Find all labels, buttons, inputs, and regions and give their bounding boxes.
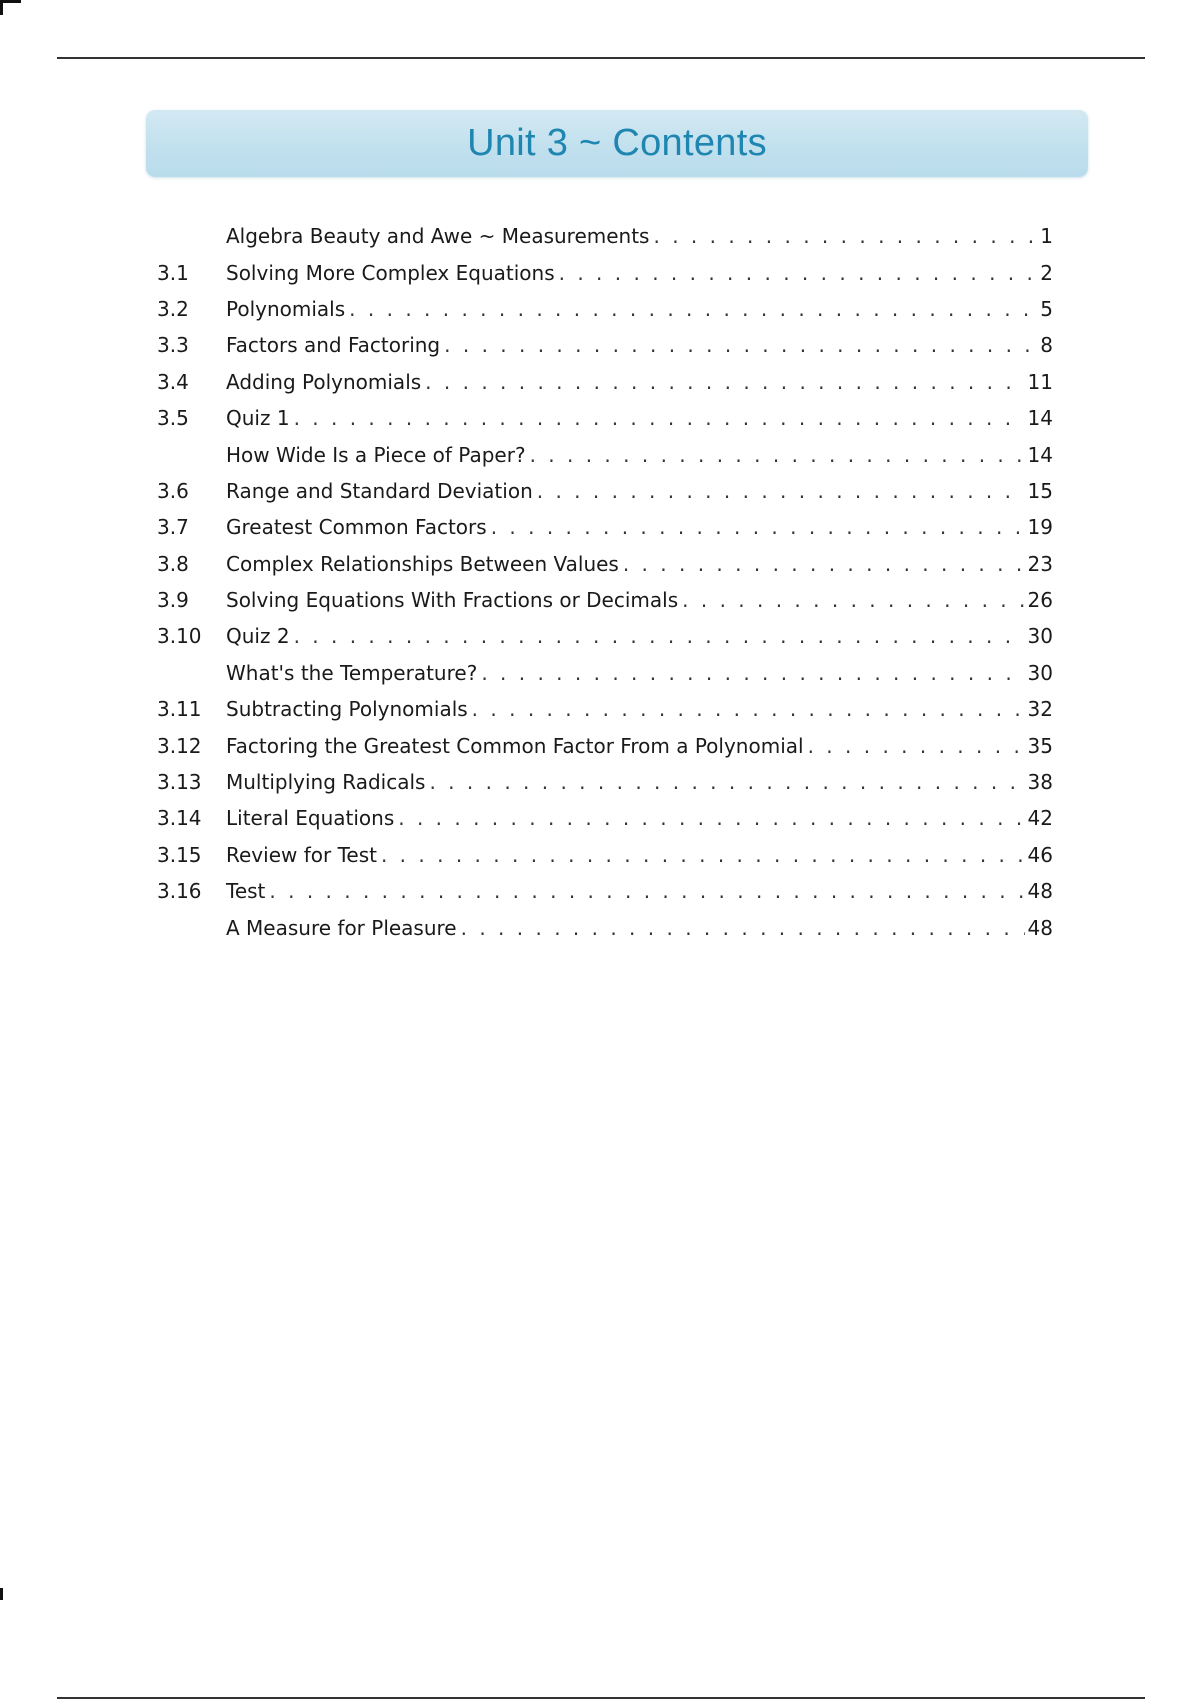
toc-page: 42 xyxy=(1027,806,1053,831)
toc-title: Greatest Common Factors xyxy=(226,515,487,540)
toc-number: 3.5 xyxy=(157,406,189,431)
toc-row[interactable] xyxy=(157,618,1053,654)
dot-leader xyxy=(530,443,1025,467)
toc-title: Factoring the Greatest Common Factor From a Polynomial xyxy=(226,733,804,758)
toc-row[interactable] xyxy=(157,254,1053,290)
toc-row[interactable] xyxy=(157,291,1053,327)
toc-number: 3.6 xyxy=(157,478,189,503)
toc-page: 30 xyxy=(1027,660,1053,685)
toc-row[interactable] xyxy=(157,436,1053,472)
toc-number: 3.4 xyxy=(157,369,189,394)
toc-number: 3.11 xyxy=(157,697,202,722)
toc-number: 3.16 xyxy=(157,879,202,904)
toc-number: 3.9 xyxy=(157,588,189,613)
toc-title: Quiz 1 xyxy=(226,406,290,431)
page-title: Unit 3 ~ Contents xyxy=(467,122,767,164)
dot-leader xyxy=(349,297,1032,321)
crop-mark-top xyxy=(0,0,21,15)
toc-row[interactable] xyxy=(157,509,1053,545)
toc-page: 8 xyxy=(1040,333,1053,358)
toc-page: 11 xyxy=(1027,369,1053,394)
toc-number: 3.7 xyxy=(157,515,189,540)
dot-leader xyxy=(653,224,1032,248)
toc-page: 15 xyxy=(1027,478,1053,503)
toc-title: Test xyxy=(226,879,266,904)
table-of-contents xyxy=(157,218,1053,946)
toc-row[interactable] xyxy=(157,764,1053,800)
toc-row[interactable] xyxy=(157,582,1053,618)
dot-leader xyxy=(444,333,1032,357)
dot-leader xyxy=(623,552,1025,576)
toc-number: 3.12 xyxy=(157,733,202,758)
toc-page: 14 xyxy=(1027,442,1053,467)
toc-row[interactable] xyxy=(157,873,1053,909)
dot-leader xyxy=(559,261,1032,285)
toc-number: 3.10 xyxy=(157,624,202,649)
toc-page: 14 xyxy=(1027,406,1053,431)
toc-number: 3.1 xyxy=(157,260,189,285)
crop-mark-bottom xyxy=(0,1588,3,1600)
dot-leader xyxy=(398,806,1024,830)
dot-leader xyxy=(808,734,1025,758)
toc-number: 3.13 xyxy=(157,770,202,795)
dot-leader xyxy=(461,916,1025,940)
toc-number: 3.15 xyxy=(157,842,202,867)
toc-title: Quiz 2 xyxy=(226,624,290,649)
toc-page: 32 xyxy=(1027,697,1053,722)
toc-page: 48 xyxy=(1027,915,1053,940)
toc-page: 2 xyxy=(1040,260,1053,285)
toc-title: Subtracting Polynomials xyxy=(226,697,468,722)
dot-leader xyxy=(491,515,1025,539)
toc-title: What's the Temperature? xyxy=(226,660,478,685)
toc-page: 23 xyxy=(1027,551,1053,576)
toc-row[interactable] xyxy=(157,364,1053,400)
toc-title: Factors and Factoring xyxy=(226,333,441,358)
dot-leader xyxy=(537,479,1025,503)
toc-title: Complex Relationships Between Values xyxy=(226,551,619,576)
toc-title: Multiplying Radicals xyxy=(226,770,426,795)
toc-row[interactable] xyxy=(157,473,1053,509)
toc-number: 3.3 xyxy=(157,333,189,358)
dot-leader xyxy=(294,406,1025,430)
toc-title: Range and Standard Deviation xyxy=(226,478,533,503)
toc-page: 26 xyxy=(1027,588,1053,613)
toc-title: Polynomials xyxy=(226,296,346,321)
toc-row[interactable] xyxy=(157,909,1053,945)
toc-row[interactable] xyxy=(157,727,1053,763)
toc-page: 46 xyxy=(1027,842,1053,867)
toc-page: 1 xyxy=(1040,224,1053,249)
toc-row[interactable] xyxy=(157,218,1053,254)
toc-title: Solving Equations With Fractions or Decimals xyxy=(226,588,679,613)
toc-title: Review for Test xyxy=(226,842,377,867)
toc-title: Literal Equations xyxy=(226,806,395,831)
toc-title: Solving More Complex Equations xyxy=(226,260,555,285)
dot-leader xyxy=(472,697,1025,721)
toc-row[interactable] xyxy=(157,400,1053,436)
toc-page: 19 xyxy=(1027,515,1053,540)
toc-title: Adding Polynomials xyxy=(226,369,422,394)
toc-title: A Measure for Pleasure xyxy=(226,915,457,940)
title-banner xyxy=(146,110,1088,177)
toc-number: 3.14 xyxy=(157,806,202,831)
toc-row[interactable] xyxy=(157,837,1053,873)
top-rule xyxy=(57,57,1145,59)
toc-title: Algebra Beauty and Awe ~ Measurements xyxy=(226,224,650,249)
toc-row[interactable] xyxy=(157,691,1053,727)
bottom-rule xyxy=(57,1697,1145,1699)
dot-leader xyxy=(425,370,1024,394)
toc-page: 5 xyxy=(1040,296,1053,321)
toc-row[interactable] xyxy=(157,655,1053,691)
toc-number: 3.8 xyxy=(157,551,189,576)
dot-leader xyxy=(381,843,1025,867)
toc-number: 3.2 xyxy=(157,296,189,321)
dot-leader xyxy=(294,624,1025,648)
toc-row[interactable] xyxy=(157,327,1053,363)
toc-row[interactable] xyxy=(157,546,1053,582)
toc-title: How Wide Is a Piece of Paper? xyxy=(226,442,526,467)
dot-leader xyxy=(682,588,1024,612)
toc-page: 48 xyxy=(1027,879,1053,904)
toc-page: 38 xyxy=(1027,770,1053,795)
dot-leader xyxy=(429,770,1024,794)
dot-leader xyxy=(481,661,1024,685)
dot-leader xyxy=(269,879,1024,903)
toc-row[interactable] xyxy=(157,800,1053,836)
toc-page: 35 xyxy=(1027,733,1053,758)
toc-page: 30 xyxy=(1027,624,1053,649)
